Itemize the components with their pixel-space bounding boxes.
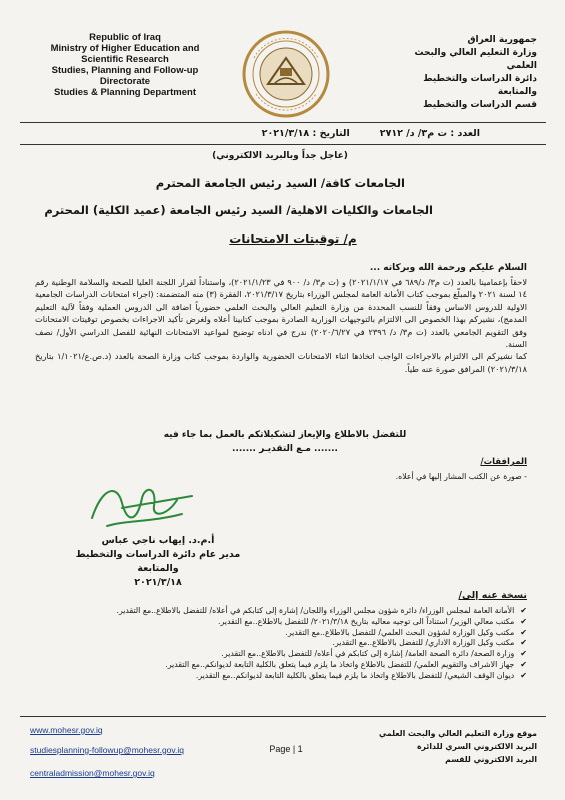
greeting: السلام عليكم ورحمة الله وبركاته ... xyxy=(369,263,527,273)
footer-label: البريد الالكتروني السري للدائرة xyxy=(416,742,537,751)
footer-links xyxy=(30,725,230,779)
closing-request: للتفضل بالاطلاع والإيعاز لتشكيلاتكم بالعمل بما جاء فيه xyxy=(163,430,407,440)
website-link[interactable]: www.mohesr.gov.iq xyxy=(30,725,103,735)
body-paragraph: كما نشيركم الى الالتزام بالاجراءات الواجب اتخاذها اثناء الامتحانات الحضورية والواردة بموجب كتاب وزارة الصحة بالعدد (د.ص.ع/١/١٠٢١ بتاريخ ٢٠٢١/٣/١٨) المرافق صورة عنه طياً. xyxy=(35,351,527,374)
check-icon: ✔ xyxy=(520,670,527,680)
list-item: ✔ ديوان الوقف الشيعي/ للتفضل بالاطلاع واتخاذ ما يلزم فيما يتعلق بالكلية التابعة لديوانكم..مع التقدير. xyxy=(195,670,527,680)
urgency-note: (عاجل جداً وبالبريد الالكتروني) xyxy=(212,151,348,161)
list-item: ✔ مكتب وكيل الوزارة الاداري/ للتفضل بالاطلاع..مع التقدير. xyxy=(332,638,527,648)
addressee-line: الجامعات كافة/ السيد رئيس الجامعة المحترم xyxy=(155,176,405,190)
signer-block xyxy=(58,534,258,590)
page-number: Page | 1 xyxy=(269,744,303,754)
closing-regards: ....... مـع التقديـر ....... xyxy=(232,444,338,454)
list-item: ✔ مكتب معالي الوزير/ استناداً الى توجيه معاليه بتاريخ ٢٠٢١/٣/١٨/ للتفضل بالاطلاع..مع التقدير. xyxy=(218,616,527,626)
check-icon: ✔ xyxy=(520,659,527,669)
footer-label: البريد الالكتروني للقسم xyxy=(445,755,537,764)
attachments-title: المرافقات/ xyxy=(480,457,527,467)
list-item: ✔ وزارة الصحة/ دائرة الصحة العامة/ إشارة إلى كتابكم في أعلاه/ للتفضل بالاطلاع..مع التقدير. xyxy=(221,649,527,659)
check-icon: ✔ xyxy=(520,638,527,648)
letterhead-arabic xyxy=(387,34,537,112)
letterhead-ar-line: دائرة الدراسات والتخطيط والمتابعة xyxy=(423,74,537,97)
email-link[interactable]: centraladmission@mohesr.gov.iq xyxy=(30,768,155,778)
footer-divider xyxy=(20,716,546,717)
check-icon: ✔ xyxy=(520,606,527,615)
attachment-item: - صورة عن الكتب المشار إليها في أعلاه. xyxy=(395,472,527,481)
body-paragraph: لاحقاً بإعمامينا بالعدد (ت م٣/ د/٦٨٩ في ٢٠٢١/١/١٧) و (ت م٣/ د/ ٩٠٠ في ٢٠٢١/١/٢٣)، واستناداً لقرار اللجنة العليا للصحة والسلامة الوطنية رقم ١٤ لسنة ٢٠٢١ والمبلّغ بموجب كتاب الأمانة العامة لمجلس الوزراء بتاريخ ٢٠٢١/٣/١٧، الفقرة (٣) منه المتضمنة: (اجراء امتحانات الدراسات الجامعية الاولية للدروس الاساس وفقاً للنسب المحددة من وزارة التعليم العالي والبحث العلمي حضورياً اضافة الى الدروس العملية وفقاً لآلية التعليم المدمج)، نشيركم بهذا الخصوص الى الالتزام بالتوجيهات الوزارية الصادرة بموجب كتابينا أعلاه ولغرض تأكيد الاجراءات بخصوص توقيتات الامتحانات وفق التقويم الجامعي بالعدد (ت م٣/ د/ ٢٣٩٦ في ٢٠٢٠/٦/٢٧) ندرج في ادناه توضيح لمواعيد الامتحانات النهائية للفصل الدراسي الأول/ نصف السنة. xyxy=(35,277,528,350)
reference-divider xyxy=(20,144,546,145)
check-icon: ✔ xyxy=(520,649,527,659)
list-item: ✔ جهاز الاشراف والتقويم العلمي/ للتفضل بالاطلاع واتخاذ ما يلزم فيما يتعلق بالكلية التابعة لديوانكم..مع التقدير. xyxy=(165,659,527,669)
reference-date: التاريخ : ٢٠٢١/٣/١٨ xyxy=(261,128,350,139)
subject-line: م/ توقيتات الامتحانات xyxy=(229,232,357,246)
reference-number: العدد : ت م٣/ د/ ٢٧١٢ xyxy=(379,128,480,139)
signature xyxy=(82,478,202,533)
letterhead-en-line: Republic of Iraq xyxy=(89,32,161,43)
letterhead-ar-line: جمهورية العراق xyxy=(467,35,537,45)
letterhead-en-line: Scientific Research xyxy=(81,54,169,65)
list-item: ✔ الأمانة العامة لمجلس الوزراء/ دائرة شؤون مجلس الوزراء واللجان/ إشارة إلى كتابكم في أعلاه/ للتفضل بالاطلاع..مع التقدير. xyxy=(116,606,527,615)
signer-date: ٢٠٢١/٣/١٨ xyxy=(134,577,182,588)
letterhead-english xyxy=(30,32,220,98)
list-item: ✔ مكتب وكيل الوزارة لشؤون البحث العلمي/ للتفضل بالاطلاع..مع التقدير. xyxy=(285,627,527,637)
ministry-logo xyxy=(236,28,336,120)
letterhead-ar-line: قسم الدراسات والتخطيط xyxy=(423,100,537,110)
check-icon: ✔ xyxy=(520,627,527,637)
check-icon: ✔ xyxy=(520,616,527,626)
signer-name: أ.م.د. إيهاب ناجي عباس xyxy=(101,535,215,546)
signer-title: مدير عام دائرة الدراسات والتخطيط والمتابعة xyxy=(75,549,241,574)
letterhead-en-line: Studies & Planning Department xyxy=(54,87,196,98)
reference-line xyxy=(40,128,480,139)
email-link[interactable]: studiesplanning-followup@mohesr.gov.iq xyxy=(30,745,185,755)
letter-body xyxy=(35,276,527,375)
footer-arabic xyxy=(367,727,537,766)
letterhead-en-line: Directorate xyxy=(99,76,151,87)
copies-title: نسخة عنه إلى/ xyxy=(458,590,527,601)
letterhead-en-line: Studies, Planning and Follow-up xyxy=(51,65,199,76)
closing xyxy=(140,428,430,456)
letterhead-en-line: Ministry of Higher Education and xyxy=(50,43,200,54)
letterhead-ar-line: وزارة التعليم العالي والبحث العلمي xyxy=(414,48,537,71)
header-divider xyxy=(20,122,546,123)
copies-list xyxy=(47,606,527,682)
addressee-line: الجامعات والكليات الاهلية/ السيد رئيس الجامعة (عميد الكلية) المحترم xyxy=(44,203,433,217)
footer-label: موقع وزارة التعليم العالي والبحث العلمي xyxy=(378,729,537,738)
